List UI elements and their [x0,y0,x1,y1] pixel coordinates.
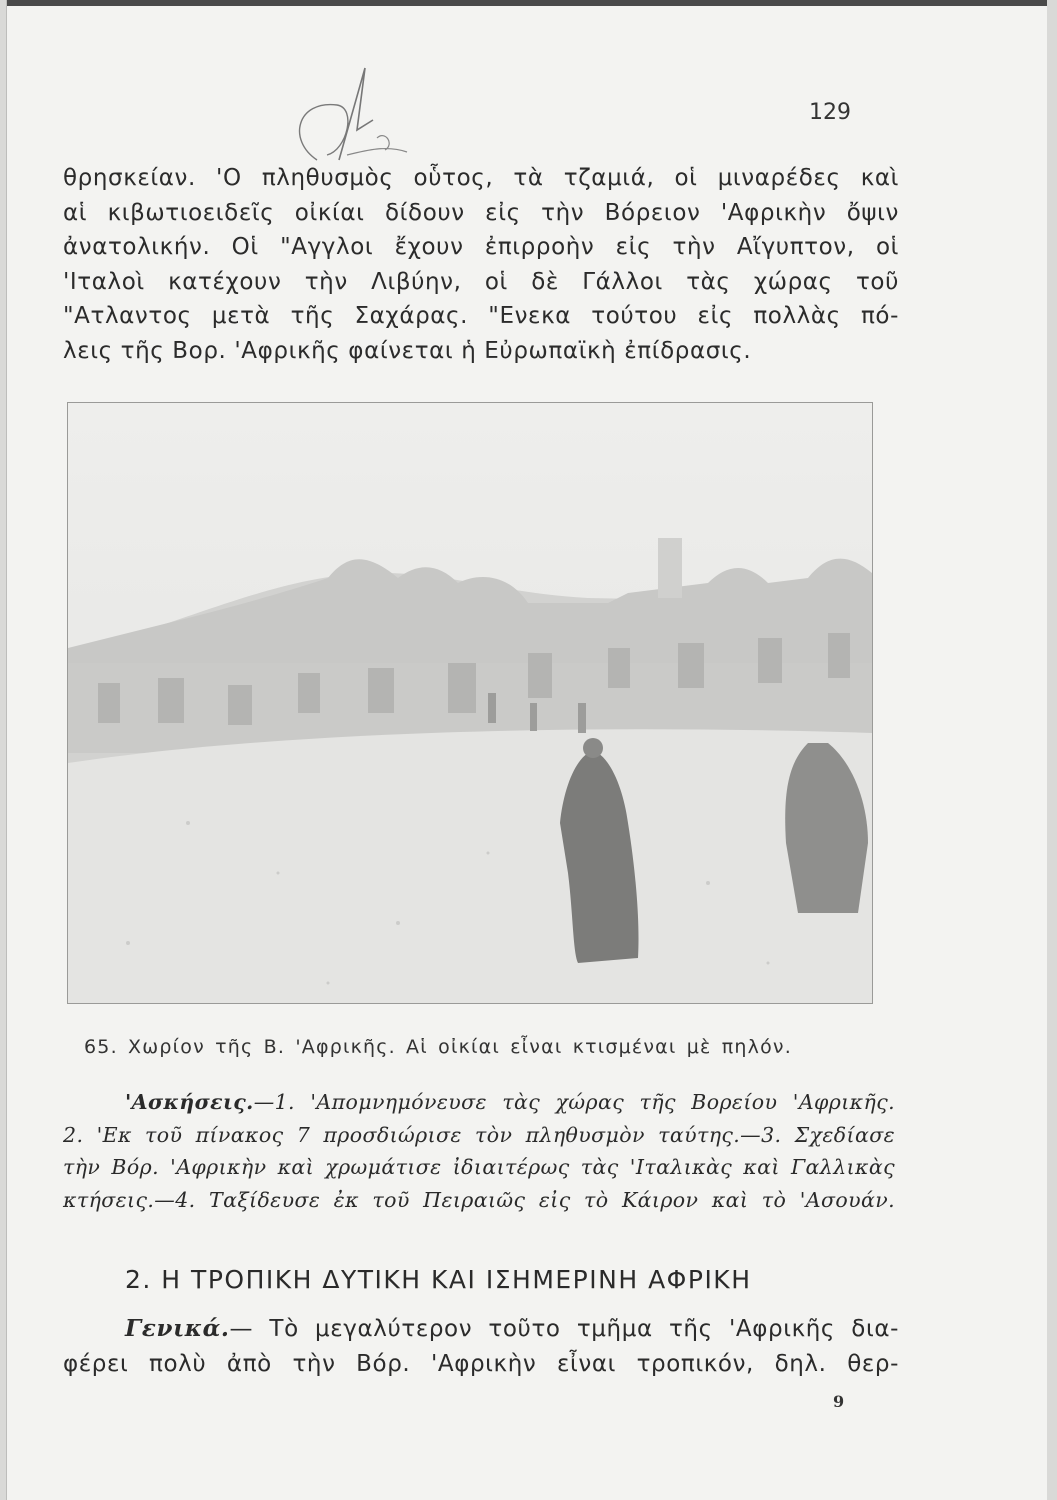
page-number: 129 [809,100,851,125]
printer-signature-mark: 9 [833,1392,845,1411]
text-line: λεις τῆς Βορ. 'Αφρικῆς φαίνεται ἡ Εὐρωπαϊκὴ ἐπίδρασις. [63,337,752,364]
text-line: 'Ιταλοὶ κατέχουν τὴν Λιβύην, οἱ δὲ Γάλλοι τὰς χώρας τοῦ [63,268,899,295]
figure-caption: 65. Χωρίον τῆς Β. 'Αφρικῆς. Αἱ οἰκίαι εἶναι κτισμέναι μὲ πηλόν. [84,1036,792,1058]
text-line: "Ατλαντος μετὰ τῆς Σαχάρας. "Ενεκα τούτου εἰς πολλὰς πό- [63,303,899,329]
text-line: αἱ κιβωτιοειδεῖς οἰκίαι δίδουν εἰς τὴν Βόρειον 'Αφρικὴν ὄψιν [63,199,899,226]
exercises-block [63,1086,895,1216]
general-text: — Τὸ μεγαλύτερον τοῦτο τμῆμα τῆς 'Αφρικῆς δια- [229,1316,899,1342]
village-photograph [67,402,873,1004]
exercise-line: 2. 'Εκ τοῦ πίνακος 7 προσδιώρισε τὸν πληθυσμὸν ταύτης.—3. Σχεδίασε [63,1122,895,1147]
exercise-line [63,1086,895,1119]
exercises-title: 'Ασκήσεις. [125,1090,254,1114]
paragraph-intro [63,161,899,368]
text-line: θρησκείαν. 'Ο πληθυσμὸς οὗτος, τὰ τζαμιά, οἱ μιναρέδες καὶ [63,165,899,191]
text-line: ἀνατολικήν. Οἱ "Αγγλοι ἔχουν ἐπιρροὴν εἰς τὴν Αἴγυπτον, οἱ [63,234,899,260]
exercise-line: τὴν Βόρ. 'Αφρικὴν καὶ χρωμάτισε ἰδιαιτέρως τὰς 'Ιταλικὰς καὶ Γαλλικὰς [63,1155,895,1179]
general-label: Γενικά. [125,1315,230,1342]
text-line: φέρει πολὺ ἀπὸ τὴν Βόρ. 'Αφρικὴν εἶναι τροπικόν, δηλ. θερ- [63,1350,899,1377]
exercise-1: —1. 'Απομνημόνευσε τὰς χώρας τῆς Βορείου 'Αφρικῆς. [253,1090,895,1114]
exercise-line: κτήσεις.—4. Ταξίδευσε ἐκ τοῦ Πειραιῶς εἰς τὸ Κάιρον καὶ τὸ 'Ασουάν. [63,1187,895,1212]
paragraph-general [63,1312,899,1381]
page-top-edge [7,0,1047,6]
text-line [63,1312,899,1347]
section-heading: 2. Η ΤΡΟΠΙΚΗ ΔΥΤΙΚΗ ΚΑΙ ΙΣΗΜΕΡΙΝΗ ΑΦΡΙΚΗ [125,1265,752,1294]
book-page [6,0,1047,1500]
